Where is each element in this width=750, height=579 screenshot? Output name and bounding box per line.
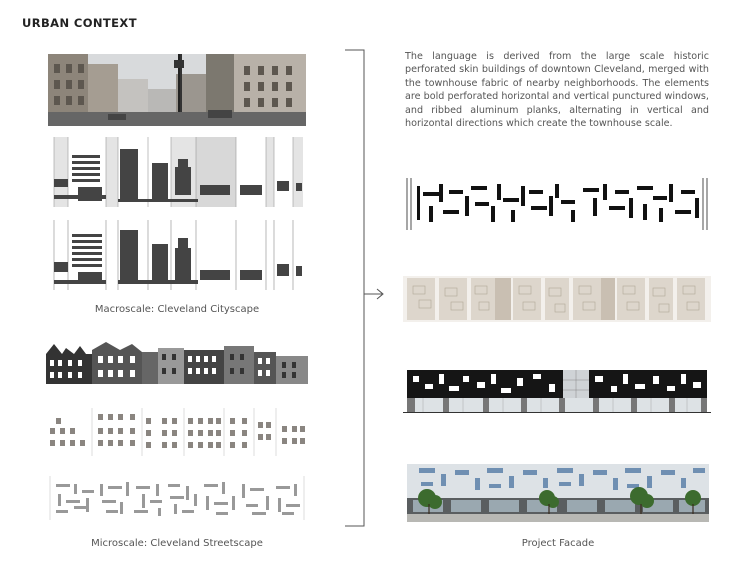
page-title: URBAN CONTEXT — [22, 16, 137, 30]
project-perforation-pattern — [403, 176, 711, 232]
project-facade-elevation — [403, 368, 711, 414]
window-pattern-grey — [46, 408, 308, 456]
project-facade-caption: Project Facade — [521, 538, 595, 549]
cityscape-elevation-line — [48, 220, 306, 290]
microscale-caption: Microscale: Cleveland Streetscape — [91, 538, 263, 549]
bracket-arrow — [340, 48, 390, 528]
street-photo — [48, 54, 306, 126]
rowhouse-elevation — [46, 340, 308, 384]
description-text: The language is derived from the large scale historic perforated skin buildings of downtown Cleveland, merged with the townhouse fabric of nearby neighborhoods. The elements are bold perforated horizontal and vertical punctured windows, and ribbed aluminum planks, alternating in vertical and horizontal directions which create the townhouse scale. — [405, 51, 709, 130]
cityscape-elevation-shaded — [48, 137, 306, 207]
perforation-pattern-left — [46, 476, 308, 520]
project-panel-elevation — [403, 276, 711, 322]
macroscale-caption: Macroscale: Cleveland Cityscape — [94, 304, 260, 315]
project-facade-rendering — [407, 464, 709, 522]
